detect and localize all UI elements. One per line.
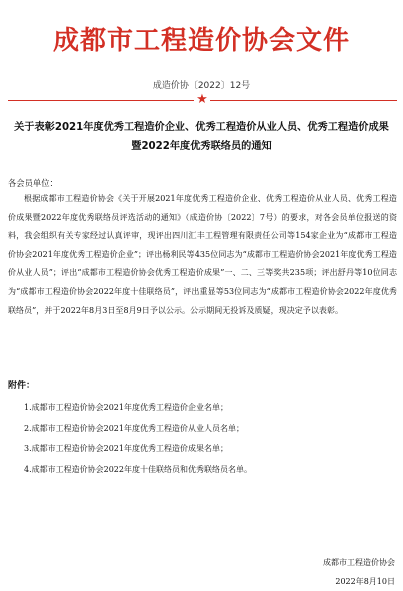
star-icon: ★ [196, 92, 208, 107]
attachments-list [24, 398, 394, 480]
notice-title-line-1: 关于表彰2021年度优秀工程造价企业、优秀工程造价从业人员、优秀工程造价成果 [14, 122, 389, 133]
attachments-heading: 附件： [8, 381, 36, 391]
body-paragraph: 根据成都市工程造价协会《关于开展2021年度优秀工程造价企业、优秀工程造价从业人员、优秀工程造价成果暨2022年度优秀联络员评选活动的通知》（成造价协〔2022〕7号）的要求，对各会员单位报送的资料，我会组织有关专家经过认真评审，现评出四川汇丰工程管理有限责任公司等154家企业为“成都市工程造价协会2021年度优秀工程造价企业”；评出杨利民等435位同志为“成都市工程造价协会2021年度优秀工程造价从业人员”；评出“成都市工程造价协会优秀工程造价成果”一、二、三等奖共235项；评出舒丹等10位同志为“成都市工程造价协会2022年度十佳联络员”，评出重显等53位同志为“成都市工程造价协会2022年度优秀联络员”，并于2022年8月3日至8月9日予以公示。公示期间无投诉及质疑，现决定予以表彰。 [8, 194, 397, 315]
notice-title-line-2: 暨2022年度优秀联络员的通知 [131, 141, 272, 152]
document-header-title: 成都市工程造价协会文件 [52, 26, 350, 56]
header-divider-left [8, 100, 194, 101]
signature-date: 2022年8月10日 [335, 577, 395, 586]
attachment-item: 4.成都市工程造价协会2022年度十佳联络员和优秀联络员名单。 [24, 464, 252, 474]
salutation: 各会员单位： [8, 178, 58, 188]
signature-block [323, 553, 395, 591]
notice-title [8, 118, 395, 156]
attachment-item: 2.成都市工程造价协会2021年度优秀工程造价从业人员名单； [24, 423, 244, 433]
attachment-item: 1.成都市工程造价协会2021年度优秀工程造价企业名单； [24, 403, 228, 412]
attachment-item: 3.成都市工程造价协会2021年度优秀工程造价成果名单； [24, 444, 228, 453]
document-number: 成造价协〔2022〕12号 [152, 81, 251, 91]
header-divider-right [210, 100, 397, 101]
signature-organization: 成都市工程造价协会 [323, 558, 395, 567]
